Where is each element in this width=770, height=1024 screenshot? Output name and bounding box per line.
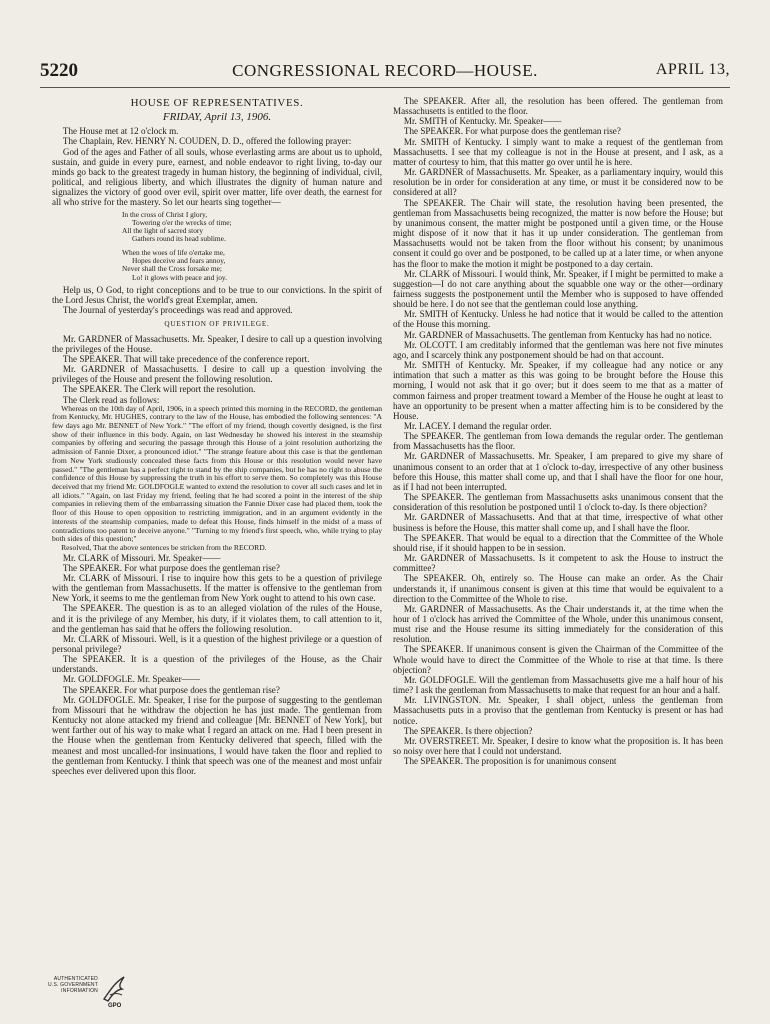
authentication-text: AUTHENTICATED U.S. GOVERNMENT INFORMATION [48, 976, 98, 994]
gpo-label: GPO [108, 1003, 122, 1009]
paragraph: The SPEAKER. It is a question of the privileges of the House, as the Chair understands. [52, 654, 382, 675]
paragraph: The SPEAKER. The Clerk will report the resolution. [62, 384, 256, 395]
page-header [40, 60, 730, 86]
paragraph: Mr. CLARK of Missouri. I rise to inquire how this gets to be a question of privilege with the gentleman from Massachusetts. If the matter is offensive to the gentleman from New York, it seems to me the gentleman from New York ought to attend to his own case. [52, 572, 382, 604]
verse-line: In the cross of Christ I glory, [122, 209, 208, 219]
left-column [52, 96, 382, 948]
paragraph: The SPEAKER. After all, the resolution has been offered. The gentleman from Massachusetts is entitled to the floor. [393, 96, 723, 117]
paragraph: The House met at 12 o'clock m. [62, 126, 179, 137]
paragraph: Help us, O God, to right conceptions and to be true to our convictions. In the spirit of the Lord Jesus Christ, the world's great Exemplar, amen. [52, 284, 382, 306]
paragraph: Mr. GARDNER of Massachusetts. The gentleman from Kentucky has had no notice. [403, 329, 712, 340]
paragraph: Mr. CLARK of Missouri. I would think, Mr. Speaker, if I might be permitted to make a suggestion—I do not care anything about the squabble one way or the other—ordinary fairness suggests the postponement until the Member who is supposed to have offended should be here. I do not see that the gentleman could lose anything. [393, 268, 723, 310]
paragraph: Mr. GARDNER of Massachusetts. Mr. Speaker, as a parliamentary inquiry, would this resolution be in order for consideration at any time, or must it be considered now to be considered at all? [393, 167, 723, 198]
prayer: God of the ages and Father of all souls, whose everlasting arms are about us to uphold, sustain, and guide in every pure, earnest, and noble endeavor to right living, to-day our minds go back to the greatest tragedy in human history, the beginning of individual, civil, political, and religious liberty, and which illustrates the dignity of human nature and signalizes the victory of good over evil, spirit over matter, life over death, the earnest for all who strive for the mastery. So let our hearts sing together— [52, 146, 382, 208]
page-number: 5220 [40, 60, 78, 81]
paragraph: The SPEAKER. The gentleman from Massachusetts asks unanimous consent that the consideration of this resolution be postponed until 1 o'clock to-day. Is there objection? [393, 492, 723, 513]
verse-line: Lo! it glows with peace and joy. [132, 272, 227, 282]
paragraph: The SPEAKER. The Chair will state, the resolution having been presented, the gentleman from Massachusetts being recognized, the matter is now before the House; but by unanimous consent, the matter might be postponed until a given time, or the House might dispose of it now that it has it up under consideration. The gentleman from Massachusetts would not be taken from the floor without his consent; by unanimous consent it could go over and be postponed, to be called up at a later time, or when anyone has the floor to make the motion it might be postponed to a day certain. [393, 197, 723, 269]
paragraph: Mr. GOLDFOGLE. Will the gentleman from Massachusetts give me a half hour of his time? I ask the gentleman from Massachusetts to make that request for an hour and a half. [393, 674, 723, 696]
paragraph: Mr. LIVINGSTON. Mr. Speaker, I shall object, unless the gentleman from Massachusetts puts in a proviso that the gentleman from Kentucky is present or has had notice. [393, 695, 723, 726]
paragraph: Mr. GARDNER of Massachusetts. Mr. Speaker, I desire to call up a question involving the privileges of the House. [52, 333, 382, 354]
paragraph: The SPEAKER. The gentleman from Iowa demands the regular order. The gentleman from Massachusetts has the floor. [393, 431, 723, 452]
gpo-authentication-seal [46, 973, 136, 1013]
paragraph: The SPEAKER. For what purpose does the gentleman rise? [403, 126, 621, 137]
verse-line: Never shall the Cross forsake me; [122, 264, 222, 274]
paragraph: The SPEAKER. For what purpose does the gentleman rise? [62, 562, 280, 573]
paragraph: The SPEAKER. Is there objection? [403, 725, 533, 736]
session-date: FRIDAY, April 13, 1906. [162, 111, 272, 124]
paragraph: Mr. GOLDFOGLE. Mr. Speaker, I rise for the purpose of suggesting to the gentleman from Missouri that he withdraw the objection he has just made. The gentleman from Kentucky not alone attacked my friend and colleague [Mr. BENNET of New York], but went farther out of his way to make what I regard an attack on me. Had I been present in the House when the gentleman from Kentucky delivered that speech, filled with the meanest and most uncalled-for insinuations, I would have taken the floor and replied to the gentleman from Kentucky. I think that speech was one of the meanest and most unfair speeches ever delivered upon this floor. [52, 694, 382, 776]
resolved-clause: Resolved, That the above sentences be stricken from the RECORD. [61, 542, 267, 552]
paragraph: Mr. GARDNER of Massachusetts. As the Chair understands it, at the time when the hour of 1 o'clock has arrived the Committee of the Whole, under this unanimous consent, must rise and the House resume its sitting immediately for the consideration of this resolution. [393, 603, 723, 645]
paragraph: The SPEAKER. If unanimous consent is given the Chairman of the Committee of the Whole would have to direct the Committee of the Whole to rise at that time. Is there objection? [393, 644, 723, 675]
paragraph: Mr. CLARK of Missouri. Mr. Speaker—— [62, 552, 221, 563]
running-head: CONGRESSIONAL RECORD—HOUSE. [232, 61, 538, 80]
header-date: APRIL 13, [655, 61, 730, 78]
header-rule [40, 87, 730, 88]
paragraph: Mr. LACEY. I demand the regular order. [403, 421, 552, 431]
paragraph: Mr. SMITH of Kentucky. Mr. Speaker, if my colleague had any notice or any intimation that such a matter as this was going to be brought before the House this morning, I would not ask that it go over; but it does seem to me that as a matter of common fairness and proper treatment toward a Member of the House he ought at least to have an opportunity to be present when a matter affecting him is to be considered by the House. [393, 360, 723, 421]
verse-line: Hopes deceive and fears annoy, [132, 256, 226, 266]
verse-line: All the light of sacred story [122, 226, 204, 236]
paragraph: The SPEAKER. That will take precedence of the conference report. [62, 353, 310, 364]
paragraph: Mr. OVERSTREET. Mr. Speaker, I desire to know what the proposition is. It has been so noisy over here that I could not understand. [393, 735, 723, 756]
hymn-verse [122, 211, 382, 282]
section-title: HOUSE OF REPRESENTATIVES. [130, 97, 304, 109]
verse-line: When the woes of life o'ertake me, [122, 247, 225, 257]
paragraph: Mr. GARDNER of Massachusetts. I desire to call up a question involving the privileges of the House and present the following resolution. [52, 364, 382, 385]
paragraph: The SPEAKER. The proposition is for unanimous consent [403, 756, 617, 767]
paragraph: Mr. SMITH of Kentucky. I simply want to make a request of the gentleman from Massachusetts. I see that my colleague is not in the House at present, and I ask, as a matter of courtesy to him, that this matter go over until he is here. [393, 136, 723, 167]
paragraph: The SPEAKER. Oh, entirely so. The House can make an order. As the Chair understands it, if unanimous consent is given at this time that would be equivalent to a direction to the Committee of the Whole to rise. [393, 573, 723, 604]
paragraph: Mr. GARDNER of Massachusetts. And that at that time, irrespective of what other business is before the House, this matter shall come up, and I shall have the floor. [393, 512, 723, 533]
eagle-icon [100, 973, 130, 1005]
paragraph: Mr. GARDNER of Massachusetts. Is it competent to ask the House to instruct the committee? [393, 553, 723, 574]
paragraph: Mr. OLCOTT. I am creditably informed that the gentleman was here not five minutes ago, and I scarcely think any postponement should be had on that account. [393, 339, 723, 360]
paragraph: Mr. CLARK of Missouri. Well, is it a question of the highest privilege or a question of personal privilege? [52, 633, 382, 655]
verse-line: Gathers round its head sublime. [132, 234, 226, 244]
paragraph: The SPEAKER. The question is as to an alleged violation of the rules of the House, and it is the privilege of any Member, his duty, if it violates them, to call attention to it, and the gentleman has said that he offers the following resolution. [52, 603, 382, 634]
paragraph: Mr. GOLDFOGLE. Mr. Speaker—— [62, 674, 200, 685]
paragraph: Mr. SMITH of Kentucky. Mr. Speaker—— [403, 116, 562, 127]
paragraph: Mr. SMITH of Kentucky. Unless he had notice that it would be called to the attention of the House this morning. [393, 309, 723, 330]
verse-line: Towering o'er the wrecks of time; [132, 217, 232, 227]
paragraph: The Journal of yesterday's proceedings was read and approved. [62, 305, 293, 316]
paragraph: The SPEAKER. That would be equal to a direction that the Committee of the Whole should rise, if it should happen to be in session. [393, 532, 723, 553]
subheading: QUESTION OF PRIVILEGE. [164, 320, 270, 329]
paragraph: The Clerk read as follows: [62, 394, 160, 405]
paragraph: Mr. GARDNER of Massachusetts. Mr. Speaker, I am prepared to give my share of unanimous consent to an order that at 1 o'clock to-day, irrespective of any other business before this House, this matter shall come up, and that I shall have the floor for one hour, as if I had not been interrupted. [393, 451, 723, 492]
right-column [393, 96, 723, 948]
paragraph: The Chaplain, Rev. HENRY N. COUDEN, D. D., offered the following prayer: [62, 136, 352, 147]
paragraph: The SPEAKER. For what purpose does the gentleman rise? [62, 684, 280, 695]
resolution-text: Whereas on the 10th day of April, 1906, in a speech printed this morning in the RECORD, the gentleman from Kentucky, Mr. HUGHES, contrary to the law of the House, has embodied the following sentences: "A few days ago Mr. BENNET of New York." "The effort of my friend, though covertly designed, is the first show of their influence in this body. Again, on last Wednesday he showed his interest in the steamship companies by offering and securing the passage through this House of a joint resolution authorizing the admission of Fannie Dixer, a pronounced idiot." "The strange feature about this case is that the gentleman from New York studiously concealed these facts from this House or this resolution would never have passed." "The gentleman has a perfect right to stand by the ship companies, but he has no right to abuse the confidence of this House by suppressing the truth in his effort to serve them. So completely was this House deceived that my friend Mr. GOLDFOGLE wanted to extend the resolution to cover all such cases and let in all idiots." "Again, on last Friday my friend, feeling that he had scored a point in the interest of the ship companies in relieving them of the embarrassing situation the Fannie Dixer case had placed them, took the floor of this House to open opposition to restricting immigration, and in an argument evidently in the interests of the steamship companies, made to defeat this House, finds himself in the midst of a mass of contradictions too patent to deceive anyone." "Turning to my friend's first speech, who, while trying to play both sides of this question;" [52, 403, 382, 544]
